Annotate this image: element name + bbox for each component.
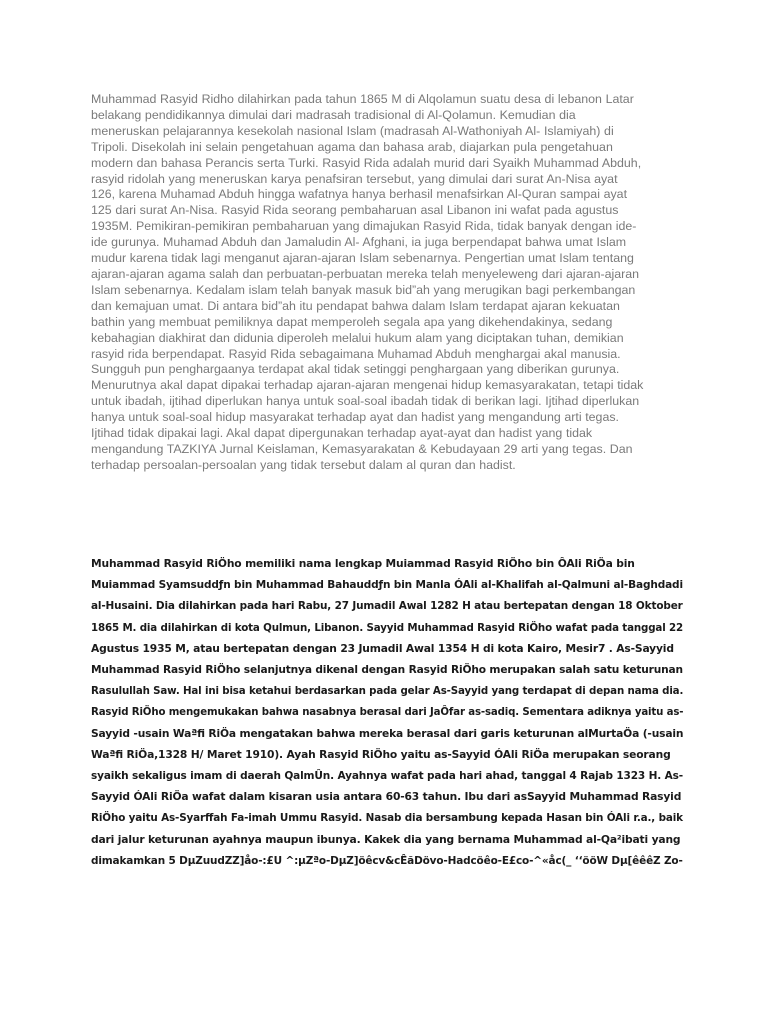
text-line: Rasyid RiÖho mengemukakan bahwa nasabnya berasal dari JaÔfar as-sadiq. Sementara adiknya yaitu as- — [91, 705, 684, 719]
text-line: Menurutnya akal dapat dipakai terhadap ajaran-ajaran mengenai hidup kemasyarakatan, tetapi tidak — [91, 378, 644, 393]
text-line: modern dan bahasa Perancis serta Turki. Rasyid Rida adalah murid dari Syaikh Muhammad Abduh, — [91, 155, 642, 170]
text-line: meneruskan pelajarannya kesekolah nasional Islam (madrasah Al-Wathoniyah Al- Islamiyah) di — [91, 123, 614, 138]
text-line: Muhammad Rasyid RiÖho selanjutnya dikenal dengan Rasyid RiÖho merupakan salah satu keturunan — [91, 663, 683, 677]
text-line: syaikh sekaligus imam di daerah QalmÛn. Ayahnya wafat pada hari ahad, tanggal 4 Rajab 1323 H. As- — [91, 769, 683, 783]
text-line: 125 dari surat An-Nisa. Rasyid Rida seorang pembaharuan asal Libanon ini wafat pada agustus — [91, 203, 619, 218]
text-line: belakang pendidikannya dimulai dari madrasah tradisional di Al-Qolamun. Kemudian dia — [91, 107, 576, 122]
text-line: ide gurunya. Muhamad Abduh dan Jamaludin Al- Afghani, ia juga berpendapat bahwa umat Islam — [91, 235, 627, 250]
text-line: mengandung TAZKIYA Jurnal Keislaman, Kemasyarakatan & Kebudayaan 29 arti yang tegas. Dan — [91, 441, 633, 456]
text-line: Agustus 1935 M, atau bertepatan dengan 23 Jumadil Awal 1354 H di kota Kairo, Mesir7 . As-Sayyid — [91, 641, 674, 655]
text-line: rasyid ridolah yang meneruskan karya penafsiran tersebut, yang dimulai dari surat An-Nisa ayat — [91, 171, 618, 186]
text-line: rasyid rida berpendapat. Rasyid Rida sebagaimana Muhamad Abduh menghargai akal manusia. — [91, 346, 621, 361]
text-line: al-Husaini. Dia dilahirkan pada hari Rabu, 27 Jumadil Awal 1282 H atau bertepatan dengan 18 Oktober — [91, 599, 683, 613]
text-line: Islam sebenarnya. Kedalam islam telah banyak masuk bid”ah yang merugikan bagi perkembangan — [91, 282, 636, 297]
text-line: Ijtihad tidak dipakai lagi. Akal dapat dipergunakan terhadap ayat-ayat dan hadist yang tidak — [91, 426, 593, 441]
text-line: Muhammad Rasyid Ridho dilahirkan pada tahun 1865 M di Alqolamun suatu desa di lebanon Latar — [91, 92, 634, 106]
paragraph-biography-summary — [91, 92, 683, 474]
text-line: Muiammad Syamsuddƒn bin Muhammad Bahauddƒn bin Manla ÓAli al-Khalifah al-Qalmuni al-Baghdadi — [91, 578, 683, 592]
paragraph-biography-lineage — [91, 553, 683, 871]
text-line: Waªﬁ RiÖa,1328 H/ Maret 1910). Ayah Rasyid RiÖho yaitu as-Sayyid ÓAli RiÖa merupakan seorang — [91, 747, 671, 761]
text-line: RiÖho yaitu As-Syarﬀah Fa-imah Ummu Rasyid. Nasab dia bersambung kepada Hasan bin ÓAli r.a., baik — [91, 811, 683, 825]
text-line: dimakamkan 5 DµZuudZZ]åo-:£U ^:µZªo-DµZ]öêcv&cÊãDövo-Hadcöêo-E£co-^«åc(_ ‘‘ööW Dµ[êêêZ Zo- — [91, 853, 683, 867]
text-line: Sungguh pun penghargaanya terdapat akal tidak setinggi penghargaan yang diberikan gurunya. — [91, 362, 620, 377]
text-line: Muhammad Rasyid RiÖho memiliki nama lengkap Muiammad Rasyid RiÖho bin ÔAli RiÖa bin — [91, 557, 635, 570]
text-line: 126, karena Muhamad Abduh hingga wafatnya hanya berhasil menafsirkan Al-Quran sampai ayat — [91, 187, 628, 202]
text-line: Sayyid ÓAli RiÖa wafat dalam kisaran usia antara 60-63 tahun. Ibu dari asSayyid Muhammad Rasyid — [91, 790, 682, 804]
text-line: dan kemajuan umat. Di antara bid”ah itu pendapat bahwa dalam Islam terdapat ajaran kekuatan — [91, 298, 620, 313]
text-line: dari jalur keturunan ayahnya maupun ibunya. Kakek dia yang bernama Muhammad al-Qa²ibati yang — [91, 832, 681, 846]
text-line: Rasulullah Saw. Hal ini bisa ketahui berdasarkan pada gelar As-Sayyid yang terdapat di depan nama dia. — [91, 684, 684, 698]
text-line: untuk ibadah, ijtihad diperlukan hanya untuk soal-soal ibadah tidak di berikan lagi. Ijtihad diperlukan — [91, 394, 640, 409]
text-line: Tripoli. Disekolah ini selain pengetahuan agama dan bahasa arab, diajarkan pula pengetahuan — [91, 139, 613, 154]
text-line: 1865 M. dia dilahirkan di kota Qulmun, Libanon. Sayyid Muhammad Rasyid RiÖho wafat pada tanggal 22 — [91, 620, 684, 634]
text-line: hanya untuk soal-soal hidup masyarakat terhadap ayat dan hadist yang mengandung arti tegas. — [91, 410, 619, 425]
text-line: Sayyid -usain Waªﬁ RiÖa mengatakan bahwa mereka berasal dari garis keturunan alMurtaÖa (-usain — [91, 726, 684, 740]
text-line: kebahagian diakhirat dan didunia diperoleh melalui hukum alam yang diciptakan tuhan, demikian — [91, 330, 624, 345]
text-line: ajaran-ajaran agama salah dan perbuatan-perbuatan mereka telah menyeleweng dari ajaran-ajaran — [91, 266, 640, 281]
text-line: mudur karena tidak lagi menganut ajaran-ajaran Islam sebenarnya. Pengertian umat Islam tentang — [91, 251, 634, 266]
text-line: 1935M. Pemikiran-pemikiran pembaharuan yang dimajukan Rasyid Rida, tidak banyak dengan ide- — [91, 219, 637, 234]
text-line: bathin yang membuat pemiliknya dapat memperoleh segala apa yang dikehendakinya, sedang — [91, 314, 613, 329]
text-line: terhadap persoalan-persoalan yang tidak tersebut dalam al quran dan hadist. — [91, 457, 516, 472]
